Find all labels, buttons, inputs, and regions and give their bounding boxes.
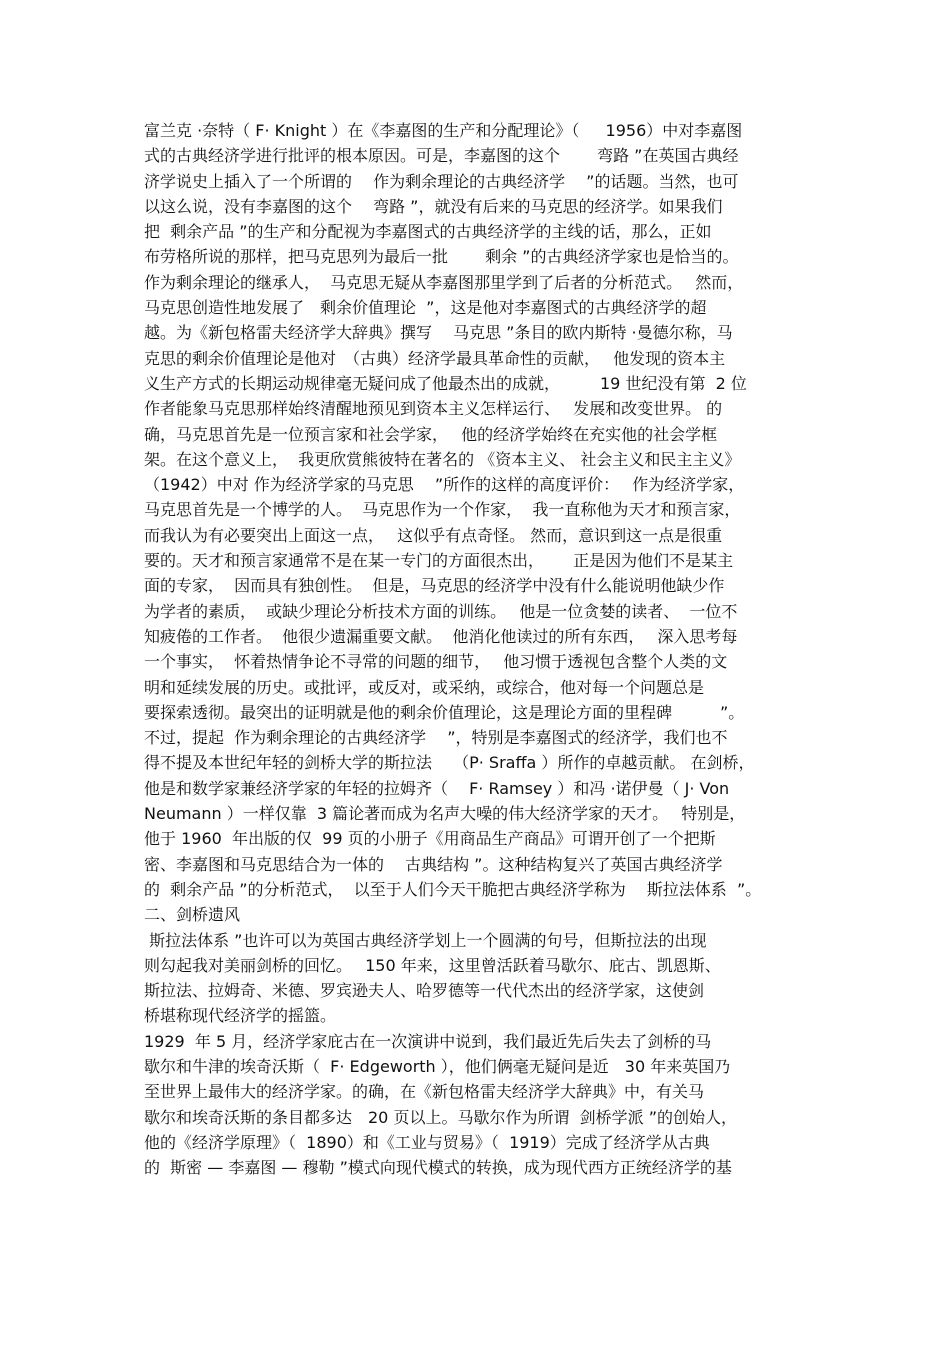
text-line: 至世界上最伟大的经济学家。的确，在《新包格雷夫经济学大辞典》中，有关马	[144, 1082, 705, 1102]
text-line: 则勾起我对美丽剑桥的回忆。 150 年来，这里曾活跃着马歇尔、庇古、凯恩斯、	[144, 955, 721, 975]
text-line: 歇尔和牛津的埃奇沃斯（ F· Edgeworth ），他们俩毫无疑问是近 30 年来英国乃	[144, 1056, 731, 1076]
text-line: 越。为《新包格雷夫经济学大辞典》撰写 马克思 ”条目的欧内斯特 ·曼德尔称，马	[144, 323, 733, 343]
text-line: 明和延续发展的历史。或批评，或反对，或采纳，或综合，他对每一个问题总是	[144, 677, 705, 697]
text-line: 济学说史上插入了一个所谓的 作为剩余理论的古典经济学 ”的话题。当然，也可	[144, 171, 739, 191]
text-line: 斯拉法、拉姆奇、米德、罗宾逊夫人、哈罗德等一代代杰出的经济学家，这使剑	[144, 981, 705, 1001]
text-line: 马克思首先是一个博学的人。 马克思作为一个作家， 我一直称他为天才和预言家，	[144, 500, 741, 520]
text-line: 要探索透彻。最突出的证明就是他的剩余价值理论，这是理论方面的里程碑 ”。	[144, 702, 745, 722]
text-line: 不过，提起 作为剩余理论的古典经济学 ”，特别是李嘉图式的经济学，我们也不	[144, 728, 728, 748]
text-line: 得不提及本世纪年轻的剑桥大学的斯拉法 （P· Sraffa ）所作的卓越贡献。 在剑桥，	[144, 753, 755, 773]
text-line: 作者能象马克思那样始终清醒地预见到资本主义怎样运行、 发展和改变世界。 的	[144, 399, 723, 419]
text-line: 确，马克思首先是一位预言家和社会学家， 他的经济学始终在充实他的社会学框	[144, 424, 718, 444]
text-line: 义生产方式的长期运动规律毫无疑问成了他最杰出的成就， 19 世纪没有第 2 位	[144, 373, 747, 393]
text-line: 架。在这个意义上， 我更欣赏熊彼特在著名的 《资本主义、 社会主义和民主主义》	[144, 449, 741, 469]
text-line: 富兰克 ·奈特（ F· Knight ）在《李嘉图的生产和分配理论》（ 1956）中对李嘉图	[144, 121, 743, 140]
text-line: （1942）中对 作为经济学家的马克思 ”所作的这样的高度评价： 作为经济学家，	[144, 475, 745, 495]
text-line: 桥堪称现代经济学的摇篮。	[144, 1006, 337, 1026]
text-line: 的 斯密 — 李嘉图 — 穆勒 ”模式向现代模式的转换，成为现代西方正统经济学的基	[144, 1158, 732, 1178]
text-line: 的 剩余产品 ”的分析范式， 以至于人们今天干脆把古典经济学称为 斯拉法体系 ”。	[144, 879, 762, 899]
text-line: 他是和数学家兼经济学家的年轻的拉姆齐（ F· Ramsey ）和冯 ·诺伊曼（ J· Von	[144, 778, 730, 798]
text-line: 要的。天才和预言家通常不是在某一专门的方面很杰出， 正是因为他们不是某主	[144, 551, 734, 571]
text-line: 而我认为有必要突出上面这一点， 这似乎有点奇怪。 然而，意识到这一点是很重	[144, 525, 723, 545]
body-text	[144, 118, 824, 1180]
text-line: 作为剩余理论的继承人， 马克思无疑从李嘉图那里学到了后者的分析范式。 然而，	[144, 272, 744, 292]
text-line: 知疲倦的工作者。 他很少遗漏重要文献。 他消化他读过的所有东西， 深入思考每	[144, 626, 738, 646]
text-line: 一个事实， 怀着热情争论不寻常的问题的细节， 他习惯于透视包含整个人类的文	[144, 652, 728, 672]
text-line: Neumann ）一样仅靠 3 篇论著而成为名声大噪的伟大经济学家的天才。 特别是，	[144, 804, 746, 824]
text-line: 把 剩余产品 ”的生产和分配视为李嘉图式的古典经济学的主线的话，那么，正如	[144, 222, 712, 242]
section-heading: 二、剑桥遗风	[144, 905, 241, 925]
text-line: 克思的剩余价值理论是他对 （古典）经济学最具革命性的贡献， 他发现的资本主	[144, 348, 726, 368]
text-line: 1929 年 5 月，经济学家庇古在一次演讲中说到，我们最近先后失去了剑桥的马	[144, 1031, 712, 1051]
text-line: 以这么说，没有李嘉图的这个 弯路 ”，就没有后来的马克思的经济学。如果我们	[144, 196, 723, 216]
text-line: 马克思创造性地发展了 剩余价值理论 ”，这是他对李嘉图式的古典经济学的超	[144, 298, 707, 318]
text-line: 他的《经济学原理》（ 1890）和《工业与贸易》（ 1919）完成了经济学从古典	[144, 1132, 710, 1152]
text-line: 为学者的素质， 或缺少理论分析技术方面的训练。 他是一位贪婪的读者、 一位不	[144, 601, 738, 621]
text-line: 斯拉法体系 ”也许可以为英国古典经济学划上一个圆满的句号，但斯拉法的出现	[144, 930, 707, 950]
text-line: 面的专家， 因而具有独创性。 但是，马克思的经济学中没有什么能说明他缺少作	[144, 576, 725, 596]
text-line: 密、李嘉图和马克思结合为一体的 古典结构 ”。这种结构复兴了英国古典经济学	[144, 854, 723, 874]
text-line: 歇尔和埃奇沃斯的条目都多达 20 页以上。马歇尔作为所谓 剑桥学派 ”的创始人，	[144, 1107, 737, 1127]
text-line: 式的古典经济学进行批评的根本原因。可是，李嘉图的这个 弯路 ”在英国古典经	[144, 146, 739, 166]
text-line: 布劳格所说的那样，把马克思列为最后一批 剩余 ”的古典经济学家也是恰当的。	[144, 247, 739, 267]
text-line: 他于 1960 年出版的仅 99 页的小册子《用商品生产商品》可谓开创了一个把斯	[144, 829, 716, 849]
